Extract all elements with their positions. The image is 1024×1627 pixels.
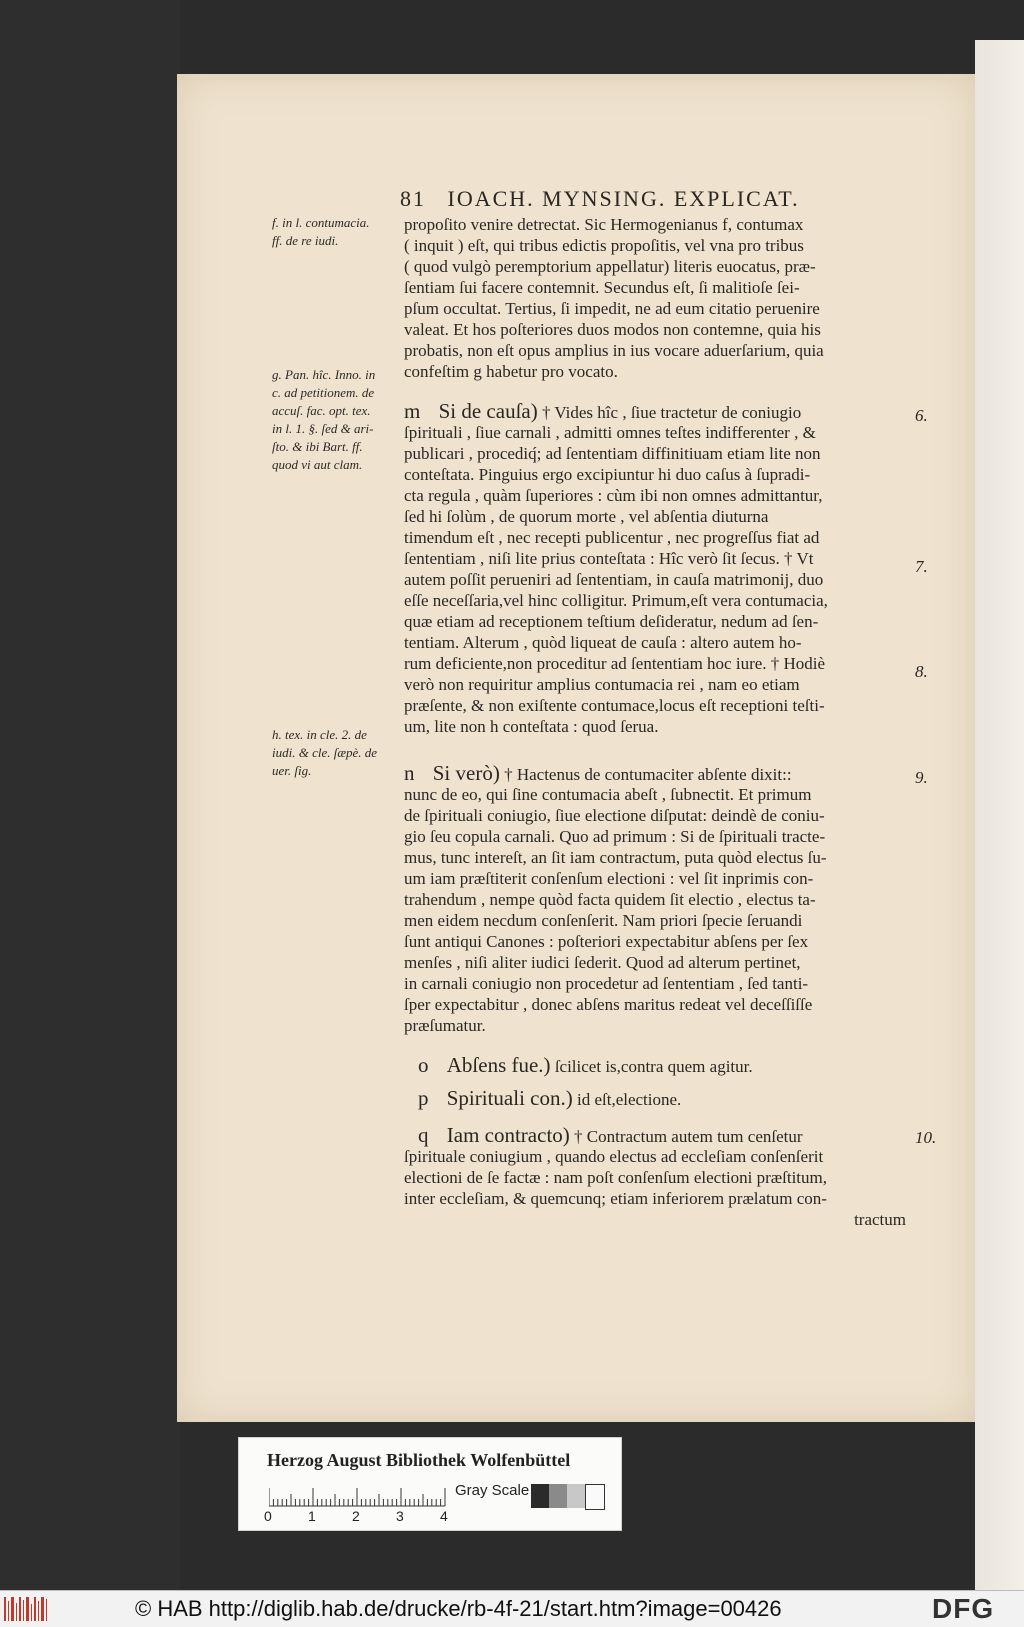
text-line: probatis, non eſt opus amplius in ius vocare aduerſarium, quia — [404, 341, 824, 360]
gloss-line: f. in l. contumacia. — [272, 215, 370, 230]
card-title: Herzog August Bibliothek Wolfenbüttel — [267, 1450, 571, 1470]
ruler-number: 4 — [440, 1508, 448, 1524]
footer-bar — [0, 1590, 1024, 1627]
gray-swatch-white — [585, 1484, 605, 1510]
text-line: confeſtim g habetur pro vocato. — [404, 362, 618, 381]
ruler-number: 3 — [396, 1508, 404, 1524]
lemma: Si de cauſa) — [438, 399, 538, 423]
text-line: ( quod vulgò peremptorium appellatur) literis euocatus, præ- — [404, 257, 816, 276]
text-span: † Hactenus de contumaciter abſente dixit:: — [504, 765, 792, 784]
lemma: Si verò) — [432, 761, 500, 785]
page-number: 81 — [400, 186, 426, 211]
adjacent-page-edge — [975, 40, 1024, 1600]
paragraph-n — [404, 763, 906, 1036]
gray-swatch-dark — [531, 1484, 549, 1508]
ruler-number: 2 — [352, 1508, 360, 1524]
ruler-numbers — [264, 1508, 464, 1526]
gray-scale-label: Gray Scale — [455, 1482, 530, 1499]
text-line: verò non requiritur amplius contumacia rei , nam eo etiam — [404, 675, 800, 694]
gloss-line: g. Pan. hîc. Inno. in — [272, 367, 376, 382]
text-span: id eſt,electione. — [576, 1090, 682, 1109]
text-line: ſper expectabitur , donec abſens maritus redeat vel deceſſiſſe — [404, 995, 813, 1014]
gloss-line: h. tex. in cle. 2. de — [272, 727, 367, 742]
dfg-logo: DFG — [932, 1593, 995, 1624]
margin-number: 9. — [915, 768, 928, 787]
background-left — [0, 0, 180, 1590]
margin-number: 6. — [915, 406, 928, 425]
gloss-line: ff. de re iudi. — [272, 233, 339, 248]
paragraph-o — [418, 1055, 906, 1076]
text-line: trahendum , nempe quòd facta quidem ſit electio , electus ta- — [404, 890, 816, 909]
text-line: um, lite non h conteſtata : quod ſerua. — [404, 717, 659, 736]
running-title: IOACH. MYNSING. EXPLICAT. — [447, 186, 800, 211]
text-span: ſcilicet is,contra quem agitur. — [554, 1057, 753, 1076]
note-marker: n — [404, 761, 415, 785]
text-line: timendum eſt , nec recepti publicentur , nec progreſſus fiat ad — [404, 528, 820, 547]
margin-number: 8. — [915, 662, 928, 681]
catchword: tractum — [854, 1210, 906, 1229]
paragraph-m — [404, 401, 906, 737]
text-line — [418, 1088, 906, 1109]
gray-swatch-mid — [549, 1484, 567, 1508]
text-line: um iam præſtiterit conſenſum electioni : vel ſit inprimis con- — [404, 869, 814, 888]
gloss-line: iudi. & cle. ſæpè. de — [272, 745, 378, 760]
gloss-line: ſto. & ibi Bart. ff. — [272, 439, 363, 454]
text-line: præſente, & non exiſtente contumace,locus eſt receptioni teſti- — [404, 696, 825, 715]
gloss-line: in l. 1. §. ſed & ari- — [272, 421, 374, 436]
paragraph-q — [404, 1125, 906, 1230]
gloss-line: uer. ſig. — [272, 763, 312, 778]
note-marker: m — [404, 399, 421, 423]
lemma: Iam contracto) — [446, 1123, 570, 1147]
text-line: tentiam. Alterum , quòd liqueat de cauſa : altero autem ho- — [404, 633, 802, 652]
text-line: præſumatur. — [404, 1016, 486, 1035]
lemma: Abſens fue.) — [446, 1053, 551, 1077]
text-line: mus, tunc intereſt, an ſit iam contractum, puta quòd electus ſu- — [404, 848, 827, 867]
text-line: autem poſſit perueniri ad ſententiam, in cauſa matrimonij, duo — [404, 570, 824, 589]
text-span: † Vides hîc , ſiue tractetur de coniugio — [541, 403, 802, 422]
text-line — [418, 1055, 906, 1076]
text-line: inter eccleſiam, & quemcunq; etiam inferiorem prælatum con- — [404, 1189, 827, 1208]
text-line: ( inquit ) eſt, qui tribus edictis propoſitis, vel vna pro tribus — [404, 236, 804, 255]
text-span: † Contractum autem tum cenſetur — [574, 1127, 803, 1146]
text-line: propoſito venire detrectat. Sic Hermogenianus f, contumax — [404, 215, 804, 234]
gloss-h — [272, 726, 400, 780]
text-line: ſed hi ſolùm , de quorum morte , vel abſentia diuturna — [404, 507, 769, 526]
text-line: ſpirituale coniugium , quando electus ad eccleſiam conſenſerit — [404, 1147, 824, 1166]
gloss-f — [272, 214, 400, 250]
ruler-number: 0 — [264, 1508, 272, 1524]
margin-number: 7. — [915, 557, 928, 576]
note-marker: p — [418, 1086, 429, 1110]
gloss-g — [272, 366, 400, 474]
text-line: pſum occultat. Tertius, ſi impedit, ne ad eum citatio peruenire — [404, 299, 820, 318]
text-line — [404, 763, 906, 784]
text-line: de ſpirituali coniugio, ſiue electione diſputat: deindè de coniu- — [404, 806, 825, 825]
text-line: publicari , procediq́; ad ſententiam diffinitiuam etiam lite non — [404, 444, 821, 463]
gloss-line: c. ad petitionem. de — [272, 385, 375, 400]
color-reference-card — [238, 1437, 622, 1531]
gloss-line: accuſ. fac. opt. tex. — [272, 403, 371, 418]
text-line: eſſe neceſſaria,vel hinc colligitur. Primum,eſt vera contumacia, — [404, 591, 828, 610]
text-line: menſes , niſi aliter iudici ſederit. Quod ad alterum pertinet, — [404, 953, 801, 972]
text-line: ſunt antiqui Canones : poſteriori expectabitur abſens per ſex — [404, 932, 809, 951]
text-line: nunc de eo, qui ſine contumacia abeſt , ſubnectit. Et primum — [404, 785, 812, 804]
lemma: Spirituali con.) — [446, 1086, 573, 1110]
text-line: electioni de ſe factæ : nam poſt conſenſum electioni præſtitum, — [404, 1168, 827, 1187]
text-line: gio ſeu copula carnali. Quo ad primum : Si de ſpirituali tracte- — [404, 827, 826, 846]
text-line: conteſtata. Pinguius ergo excipiuntur hi duo caſus à ſupradi- — [404, 465, 811, 484]
copyright-link[interactable]: © HAB http://diglib.hab.de/drucke/rb-4f-21/start.htm?image=00426 — [135, 1596, 782, 1621]
text-line: quæ etiam ad receptionem teſtium deſideratur, nedum ad ſen- — [404, 612, 819, 631]
text-line: men eidem necdum conſenſerit. Nam priori ſpecie ſeruandi — [404, 911, 803, 930]
text-line: rum deficiente,non proceditur ad ſententiam hoc iure. † Hodiè — [404, 654, 826, 673]
note-marker: o — [418, 1053, 429, 1077]
text-line: ſpirituali , ſiue carnali , admitti omnes teſtes indifferenter , & — [404, 423, 816, 442]
running-header — [400, 186, 860, 212]
text-line: valeat. Et hos poſteriores duos modos non contemne, quia his — [404, 320, 821, 339]
ruler-scale — [269, 1480, 447, 1508]
paragraph-intro — [404, 214, 906, 382]
ruler-number: 1 — [308, 1508, 316, 1524]
gray-swatch-light — [567, 1484, 585, 1508]
gloss-line: quod vi aut clam. — [272, 457, 363, 472]
text-line — [404, 1125, 906, 1146]
text-line: ſentiam ſui facere contemnit. Secundus eſt, ſi malitioſe ſei- — [404, 278, 800, 297]
text-line: ſententiam , niſi lite prius conteſtata : Hîc verò ſit ſecus. † Vt — [404, 549, 814, 568]
text-line: cta regula , quàm ſuperiores : cùm ibi non omnes admittantur, — [404, 486, 823, 505]
text-line: in carnali coniugio non procedetur ad ſententiam , ſed tanti- — [404, 974, 809, 993]
margin-number: 10. — [915, 1128, 937, 1147]
barcode-icon — [4, 1595, 48, 1623]
note-marker: q — [418, 1123, 429, 1147]
paragraph-p — [418, 1088, 906, 1109]
text-line — [404, 401, 906, 422]
